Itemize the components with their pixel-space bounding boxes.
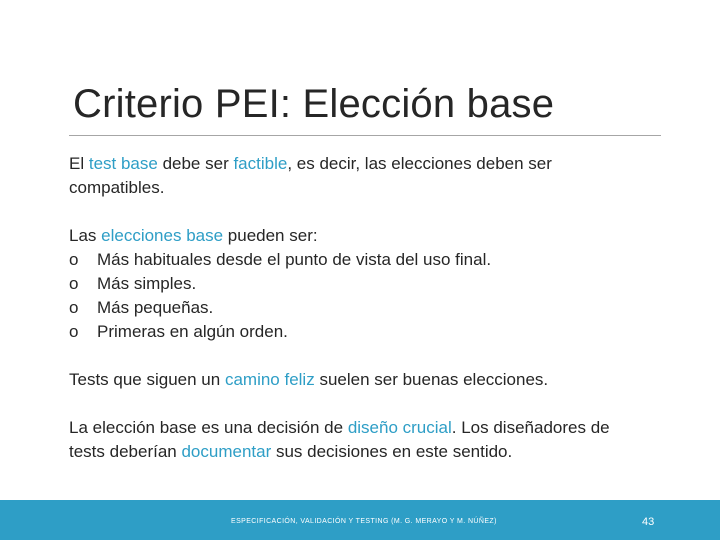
bullet-text: Más pequeñas. bbox=[97, 298, 214, 317]
slide-body bbox=[69, 152, 629, 464]
bullet-item bbox=[69, 248, 629, 272]
text-segment: suelen ser buenas elecciones. bbox=[314, 370, 549, 389]
highlight-documentar: documentar bbox=[181, 442, 272, 461]
footer-bar bbox=[0, 500, 720, 540]
text-segment: , es decir, las elecciones deben ser compatibles. bbox=[69, 154, 552, 197]
bullet-marker: o bbox=[69, 298, 79, 317]
highlight-camino-feliz: camino feliz bbox=[224, 370, 315, 389]
text-segment: sus decisiones en este sentido. bbox=[271, 442, 513, 461]
bullet-text: Más habituales desde el punto de vista del uso final. bbox=[97, 250, 492, 269]
text-segment: pueden ser: bbox=[223, 226, 318, 245]
bullet-text: Más simples. bbox=[97, 274, 197, 293]
paragraph-test-base bbox=[69, 152, 629, 200]
paragraph-elecciones-base bbox=[69, 224, 629, 248]
text-segment: . Los diseñadores de tests deberían bbox=[69, 418, 610, 461]
bullet-item bbox=[69, 320, 629, 344]
paragraph-diseno-crucial bbox=[69, 416, 629, 464]
title-underline bbox=[69, 135, 661, 136]
text-segment: Tests que siguen un bbox=[69, 370, 225, 389]
text-segment: El bbox=[69, 154, 89, 173]
bullet-item bbox=[69, 296, 629, 320]
page-number: 43 bbox=[642, 516, 655, 528]
bullet-marker: o bbox=[69, 274, 79, 293]
paragraph-camino-feliz bbox=[69, 368, 629, 392]
bullet-marker: o bbox=[69, 322, 79, 341]
text-segment: La elección base es una decisión de bbox=[69, 418, 348, 437]
text-segment: debe ser bbox=[157, 154, 234, 173]
highlight-factible: factible bbox=[233, 154, 288, 173]
bullet-item bbox=[69, 272, 629, 296]
highlight-diseno-crucial: diseño crucial bbox=[347, 418, 452, 437]
slide-title: Criterio PEI: Elección base bbox=[73, 82, 555, 126]
bullet-marker: o bbox=[69, 250, 79, 269]
bullet-text: Primeras en algún orden. bbox=[97, 322, 288, 341]
highlight-elecciones-base: elecciones base bbox=[101, 226, 224, 245]
footer-text: ESPECIFICACIÓN, VALIDACIÓN Y TESTING (M. G. MERAYO Y M. NÚÑEZ) bbox=[231, 518, 497, 525]
bullet-list bbox=[69, 248, 629, 344]
highlight-test-base: test base bbox=[88, 154, 158, 173]
text-segment: Las bbox=[69, 226, 102, 245]
